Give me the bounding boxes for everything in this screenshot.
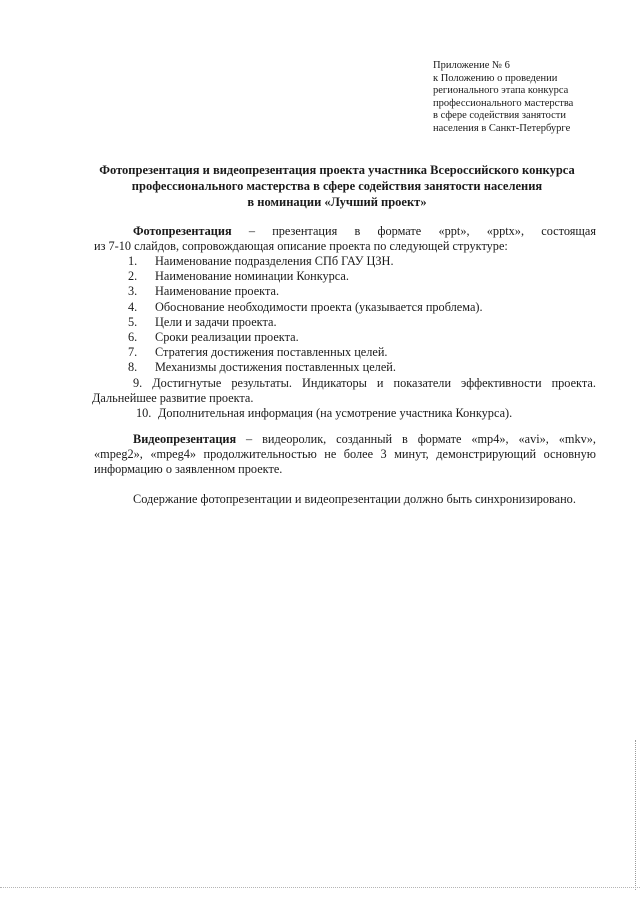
list-item-9 <box>133 376 596 391</box>
scan-artifact-edge <box>634 740 636 890</box>
video-presentation-line-3: информацию о заявленном проекте. <box>94 462 283 477</box>
word: показатели <box>393 375 452 390</box>
word: эффективности <box>461 375 542 390</box>
list-item <box>128 300 596 315</box>
word: Достигнутые <box>152 375 222 390</box>
appendix-line: к Положению о проведении <box>433 72 558 84</box>
word: не <box>324 447 337 462</box>
document-title <box>60 162 614 210</box>
title-line: в номинации «Лучший проект» <box>247 195 427 209</box>
list-item <box>128 315 596 330</box>
appendix-line: Приложение № 6 <box>433 60 510 71</box>
word: в <box>354 224 361 238</box>
appendix-note <box>433 60 623 136</box>
word: «pptx», <box>486 224 525 238</box>
word: – <box>248 224 255 238</box>
video-presentation-paragraph <box>94 432 596 478</box>
list-item-text: Наименование номинации Конкурса. <box>155 269 349 284</box>
word: «mkv», <box>558 432 596 446</box>
list-item-9-continuation: Дальнейшее развитие проекта. <box>92 390 254 405</box>
video-presentation-line-2 <box>94 447 596 462</box>
word: Индикаторы <box>301 375 367 390</box>
list-item-text: Обоснование необходимости проекта (указывается проблема). <box>155 299 483 314</box>
scan-artifact-bottom <box>0 886 640 888</box>
appendix-line: регионального этапа конкурса <box>433 85 569 97</box>
word: более <box>343 447 374 462</box>
word: «mpeg2», <box>94 447 143 462</box>
word: формате <box>377 224 422 238</box>
word: продолжительностью <box>203 447 317 462</box>
word: презентация <box>272 224 338 238</box>
list-item-text: Цели и задачи проекта. <box>155 314 277 329</box>
list-item-text: Наименование подразделения СПб ГАУ ЦЗН. <box>155 254 394 268</box>
list-item-number: 7. <box>128 345 138 360</box>
word: созданный <box>336 432 393 446</box>
list-item-text: Дополнительная информация (на усмотрение участника Конкурса). <box>158 406 513 421</box>
word: основную <box>543 447 596 462</box>
word: видеоролик, <box>262 432 327 446</box>
list-item-number: 3. <box>128 284 138 299</box>
photo-presentation-first-line <box>133 224 596 239</box>
word: «avi», <box>518 432 549 446</box>
video-presentation-term: Видеопрезентация <box>133 432 237 446</box>
list-item-text: Механизмы достижения поставленных целей. <box>155 360 396 375</box>
video-presentation-line-1 <box>133 432 596 447</box>
list-item-text: Сроки реализации проекта. <box>155 330 299 345</box>
list-item <box>128 360 596 375</box>
word: результаты. <box>231 375 292 390</box>
word: формате <box>417 432 462 446</box>
list-item-number: 1. <box>128 254 138 268</box>
title-line: профессионального мастерства в сфере содействия занятости населения <box>131 179 543 193</box>
word: проекта. <box>551 375 596 390</box>
photo-presentation-term: Фотопрезентация <box>133 224 232 238</box>
photo-presentation-paragraph <box>94 224 596 254</box>
word: демонстрирующий <box>436 447 537 462</box>
list-item-number: 6. <box>128 330 138 345</box>
list-item-number: 10. <box>136 406 152 421</box>
appendix-line: населения в Санкт-Петербурге <box>433 122 571 134</box>
word: 3 <box>380 447 387 462</box>
list-item <box>128 254 596 269</box>
word: «mpeg4» <box>150 447 197 462</box>
word: и <box>376 375 384 390</box>
list-item <box>128 284 596 299</box>
appendix-line: профессионального мастерства <box>433 97 574 109</box>
list-item <box>128 269 596 284</box>
word: «ppt», <box>438 224 470 238</box>
word: минут, <box>394 447 429 462</box>
word: «mp4», <box>471 432 509 446</box>
word: состоящая <box>541 224 596 238</box>
list-item-text: Наименование проекта. <box>155 284 280 299</box>
list-item <box>128 330 596 345</box>
list-item-text: Стратегия достижения поставленных целей. <box>155 345 388 360</box>
list-item-number: 4. <box>128 299 138 314</box>
list-item-number: 2. <box>128 269 138 284</box>
list-item-number: 8. <box>128 360 138 375</box>
appendix-line: в сфере содействия занятости <box>433 110 566 122</box>
structure-list <box>92 254 596 421</box>
word: – <box>246 432 253 446</box>
list-item <box>128 345 596 360</box>
list-item <box>136 406 596 421</box>
list-item-number: 9. <box>133 375 143 390</box>
sync-note: Содержание фотопрезентации и видеопрезентации должно быть синхронизировано. <box>133 492 576 506</box>
list-item-number: 5. <box>128 314 138 329</box>
photo-presentation-continuation: из 7-10 слайдов, сопровождающая описание проекта по следующей структуре: <box>94 239 508 254</box>
word: в <box>402 432 408 446</box>
title-line: Фотопрезентация и видеопрезентация проекта участника Всероссийского конкурса <box>99 163 575 177</box>
